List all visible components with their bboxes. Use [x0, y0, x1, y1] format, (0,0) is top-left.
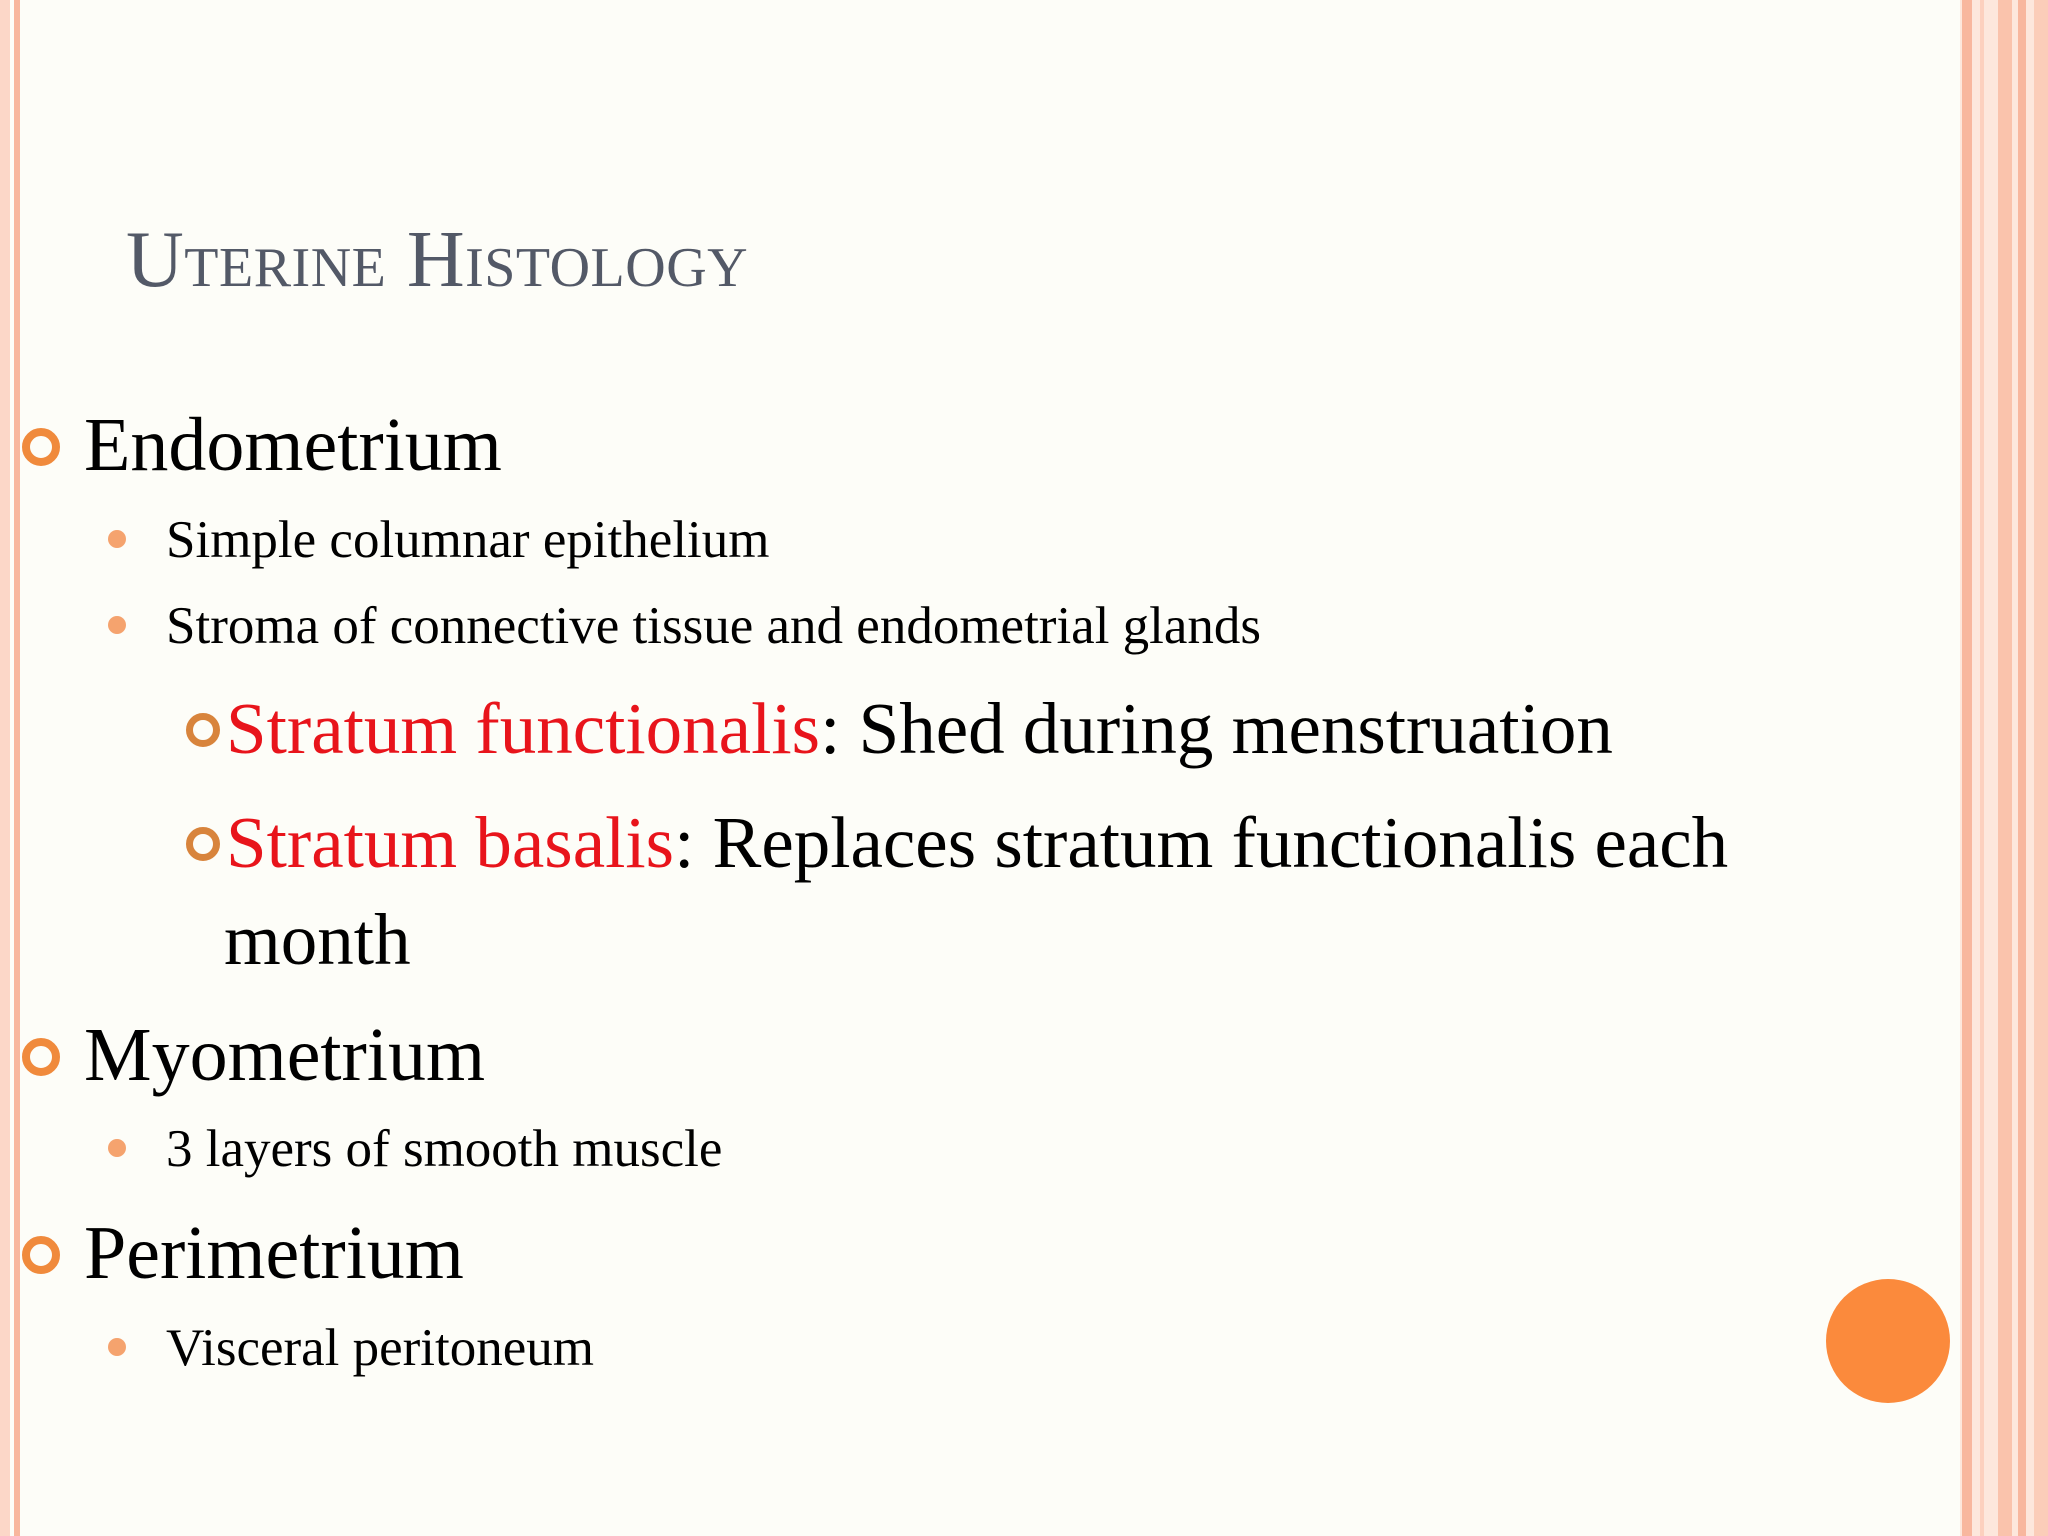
- left-border-stripe: [14, 0, 20, 1536]
- dot-bullet-icon: [108, 1338, 126, 1356]
- ring-bullet-icon: [186, 713, 220, 747]
- heading-myometrium: Myometrium: [84, 1013, 486, 1097]
- right-border-stripe: [1962, 0, 1972, 1536]
- left-border-stripe: [0, 0, 10, 1536]
- bullet-myometrium: [22, 1010, 485, 1100]
- bullet-endometrium: [22, 400, 502, 490]
- ring-bullet-icon: [22, 428, 60, 466]
- dot-bullet-icon: [108, 616, 126, 634]
- ring-bullet-icon: [22, 1038, 60, 1076]
- ring-bullet-icon: [22, 1236, 60, 1274]
- right-border-stripe: [1998, 0, 2012, 1536]
- sub-bullet-text: 3 layers of smooth muscle: [166, 1120, 723, 1178]
- term-stratum-functionalis: Stratum functionalis: [226, 688, 821, 769]
- bullet-stratum-functionalis: [186, 679, 1613, 779]
- dot-bullet-icon: [108, 1139, 126, 1157]
- sub-bullet-text: Simple columnar epithelium: [166, 511, 770, 569]
- right-border-stripe: [1980, 0, 1984, 1536]
- heading-perimetrium: Perimetrium: [84, 1211, 464, 1295]
- ring-bullet-icon: [186, 827, 220, 861]
- bullet-perimetrium: [22, 1208, 464, 1298]
- heading-endometrium: Endometrium: [84, 403, 502, 487]
- desc-stratum-functionalis: : Shed during menstruation: [820, 688, 1613, 769]
- bullet-stratum-basalis: [186, 793, 1728, 893]
- desc-stratum-basalis: : Replaces stratum functionalis each: [674, 802, 1729, 883]
- desc-stratum-basalis-cont: month: [224, 899, 411, 980]
- decorative-orange-circle: [1826, 1279, 1950, 1403]
- sub-bullet-peritoneum: [108, 1316, 594, 1380]
- dot-bullet-icon: [108, 530, 126, 548]
- sub-bullet-text: Stroma of connective tissue and endometrial glands: [166, 597, 1262, 655]
- sub-bullet-text: Visceral peritoneum: [166, 1319, 595, 1377]
- sub-bullet-stroma: [108, 594, 1261, 658]
- sub-bullet-smooth-muscle: [108, 1117, 722, 1181]
- term-stratum-basalis: Stratum basalis: [226, 802, 675, 883]
- bullet-stratum-basalis-cont: [224, 890, 411, 990]
- right-border-stripe: [2018, 0, 2026, 1536]
- sub-bullet-epithelium: [108, 508, 770, 572]
- slide-title: Uterine Histology: [126, 216, 749, 304]
- right-border-stripe: [2034, 0, 2048, 1536]
